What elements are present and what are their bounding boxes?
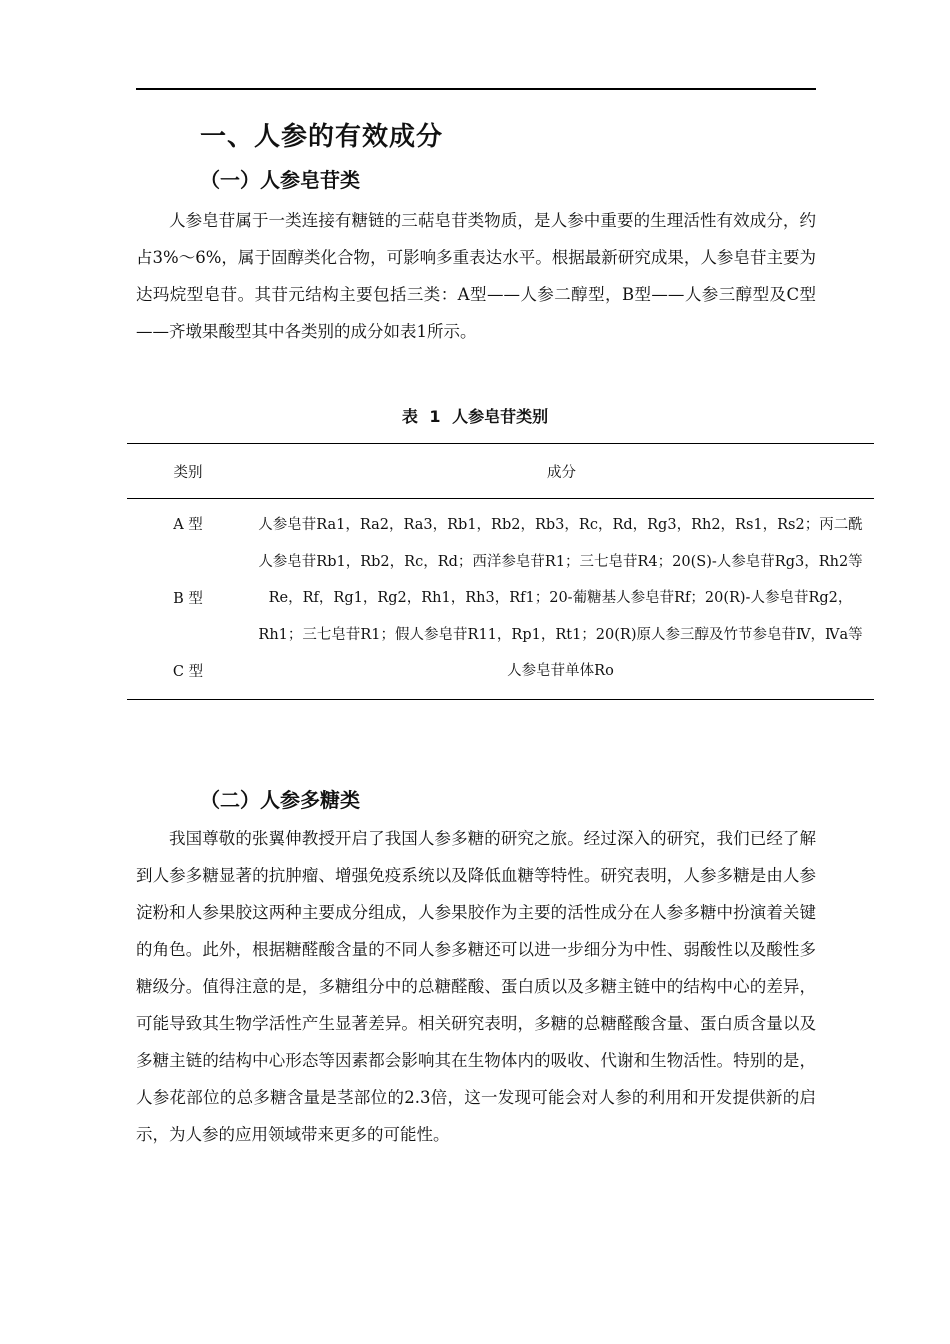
row-components-cell: 人参皂苷单体Ro [249,653,874,699]
caption-number: 1 [429,407,441,426]
row-type-cell: A 型 [173,517,203,533]
header-type: 类别 [127,444,249,499]
row-type-cell: B 型 [173,591,203,607]
row-type-cell: C 型 [127,653,249,699]
table-header-row [127,444,874,499]
header-components: 成分 [249,444,874,499]
saponins-paragraph-text: 人参皂苷属于一类连接有糖链的三萜皂苷类物质，是人参中重要的生理活性有效成分，约占3%～6%，属于固醇类化合物，可影响多重表达水平。根据最新研究成果，人参皂苷主要为达玛烷型皂苷。其苷元结构主要包括三类：A型——人参二醇型，B型——人参三醇型及C型——齐墩果酸型其中各类别的成分如表1所示。 [136,211,816,341]
row-components-cell: 人参皂苷Ra1，Ra2，Ra3，Rb1，Rb2，Rb3，Rc，Rd，Rg3，Rh2，Rs1，Rs2；丙二酰人参皂苷Rb1，Rb2，Rc，Rd；西洋参皂苷R1；三七皂苷R4；20(S)-人参皂苷Rg3，Rh2等 [258,517,863,570]
table-row [127,499,874,581]
header-rule [136,88,816,90]
polysaccharides-paragraph [136,820,816,1153]
row-components-cell: Re，Rf，Rg1，Rg2，Rh1，Rh3，Rf1；20-葡糖基人参皂苷Rf；20(R)-人参皂苷Rg2，Rh1；三七皂苷R1；假人参皂苷R11，Rp1，Rt1；20(R)原人参三醇及竹节参皂苷Ⅳ，Ⅳa等 [258,590,863,643]
table-row [127,653,874,699]
table-row [127,580,874,653]
caption-label: 表 [401,407,418,426]
chapter-heading: 一、人参的有效成分 [200,122,444,152]
table-caption [0,404,950,427]
saponin-table [127,443,874,700]
saponins-paragraph [136,202,816,350]
section-heading-saponins: （一）人参皂苷类 [200,168,360,192]
section-heading-polysaccharides: （二）人参多糖类 [200,788,360,812]
polysaccharides-paragraph-text: 我国尊敬的张翼伸教授开启了我国人参多糖的研究之旅。经过深入的研究，我们已经了解到人参多糖显著的抗肿瘤、增强免疫系统以及降低血糖等特性。研究表明，人参多糖是由人参淀粉和人参果胶这两种主要成分组成，人参果胶作为主要的活性成分在人参多糖中扮演着关键的角色。此外，根据糖醛酸含量的不同人参多糖还可以进一步细分为中性、弱酸性以及酸性多糖级分。值得注意的是，多糖组分中的总糖醛酸、蛋白质以及多糖主链中的结构中心的差异，可能导致其生物学活性产生显著差异。相关研究表明，多糖的总糖醛酸含量、蛋白质含量以及多糖主链的结构中心形态等因素都会影响其在生物体内的吸收、代谢和生物活性。特别的是，人参花部位的总多糖含量是茎部位的2.3倍，这一发现可能会对人参的利用和开发提供新的启示，为人参的应用领域带来更多的可能性。 [136,829,816,1144]
caption-title: 人参皂苷类别 [452,407,549,426]
